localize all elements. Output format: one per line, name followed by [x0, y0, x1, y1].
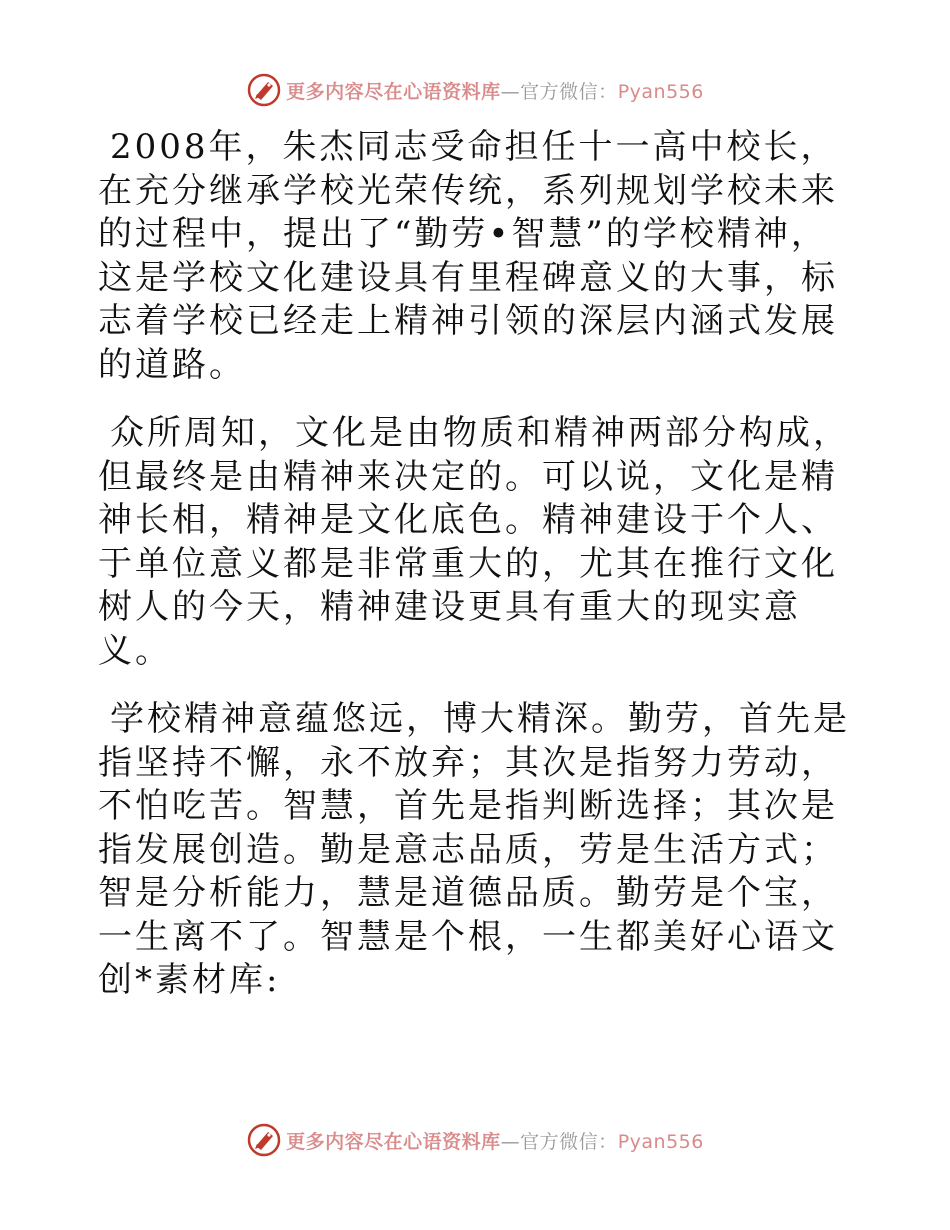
header-banner-account: Pyan556 — [617, 80, 704, 103]
pen-nib-logo-icon — [246, 1122, 282, 1158]
header-banner-text — [286, 77, 704, 104]
footer-banner-text — [286, 1127, 704, 1154]
document-body — [98, 126, 858, 1028]
pen-nib-logo-icon — [246, 72, 282, 108]
paragraph-2: 众所周知，文化是由物质和精神两部分构成，但最终是由精神来决定的。可以说，文化是精神长相，精神是文化底色。精神建设于个人、于单位意义都是非常重大的，尤其在推行文化树人的今天，精神建设更具有重大的现实意义。 — [98, 413, 850, 671]
header-watermark-banner — [0, 70, 950, 110]
footer-watermark-banner — [0, 1120, 950, 1160]
paragraph-3: 学校精神意蕴悠远，博大精深。勤劳，首先是指坚持不懈，永不放弃；其次是指努力劳动，不怕吃苦。智慧，首先是指判断选择；其次是指发展创造。勤是意志品质，劳是生活方式；智是分析能力，慧是道德品质。勤劳是个宝，一生离不了。智慧是个根，一生都美好心语文创*素材库: — [98, 699, 850, 1000]
header-banner-primary: 更多内容尽在心语资料库 — [286, 80, 501, 103]
header-banner-separator: — — [500, 80, 521, 103]
footer-banner-secondary: 官方微信： — [520, 1130, 618, 1153]
header-banner-secondary: 官方微信： — [520, 80, 618, 103]
footer-banner-account: Pyan556 — [617, 1130, 704, 1153]
footer-banner-primary: 更多内容尽在心语资料库 — [286, 1130, 501, 1153]
paragraph-1: 2008年，朱杰同志受命担任十一高中校长，在充分继承学校光荣传统，系列规划学校未来的过程中，提出了“勤劳•智慧”的学校精神，这是学校文化建设具有里程碑意义的大事，标志着学校已经走上精神引领的深层内涵式发展的道路。 — [98, 127, 838, 385]
footer-banner-separator: — — [500, 1130, 521, 1153]
